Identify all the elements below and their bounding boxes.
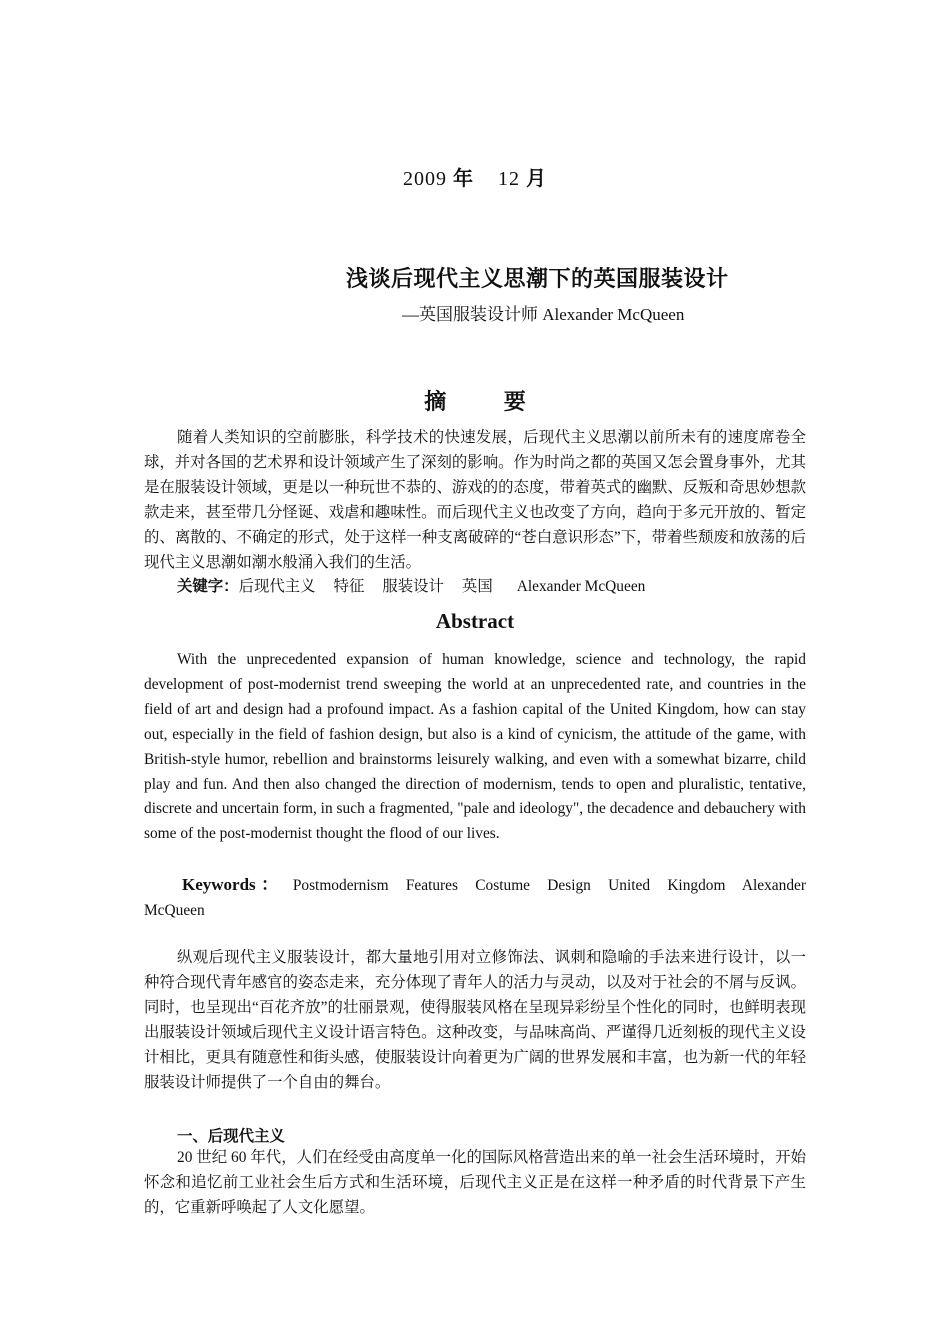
abstract-cn-heading: 摘 要	[424, 389, 552, 414]
keyword-item: 后现代主义	[238, 578, 316, 595]
keyword-item: 服装设计	[382, 578, 444, 595]
section-heading: 一、后现代主义	[177, 1128, 285, 1145]
keyword-item: Alexander McQueen	[516, 578, 646, 595]
section-body: 20 世纪 60 年代，人们在经受由高度单一化的国际风格营造出来的单一社会生活环境时，开始怀念和追忆前工业社会生后方式和生活环境，后现代主义正是在这样一种矛盾的时代背景下产生的，它重新呼唤起了人文化愿望。	[144, 1149, 806, 1216]
keywords-cn-label: 关键字：	[177, 578, 239, 595]
month: 12	[498, 168, 520, 190]
abstract-cn-body: 随着人类知识的空前膨胀，科学技术的快速发展，后现代主义思潮以前所未有的速度席卷全球，并对各国的艺术界和设计领域产生了深刻的影响。作为时尚之都的英国又怎会置身事外，尤其是在服装设计领域，更是以一种玩世不恭的、游戏的的态度，带着英式的幽默、反叛和奇思妙想款款走来，甚至带几分怪诞、戏虐和趣味性。而后现代主义也改变了方向，趋向于多元开放的、暂定的、离散的、不确定的形式，处于这样一种支离破碎的“苍白意识形态”下，带着些颓废和放荡的后现代主义思潮如潮水般涌入我们的生活。	[144, 429, 806, 571]
year-unit: 年	[453, 168, 474, 190]
keywords-en	[144, 873, 806, 924]
intro-paragraph: 纵观后现代主义服装设计，都大量地引用对立修饰法、讽刺和隐喻的手法来进行设计，以一种符合现代青年感官的姿态走来，充分体现了青年人的活力与灵动，以及对于社会的不屑与反讽。同时，也呈现出“百花齐放”的壮丽景观，使得服装风格在呈现异彩纷呈个性化的同时，也鲜明表现出服装设计领域后现代主义设计语言特色。这种改变，与品味高尚、严谨得几近刻板的现代主义设计相比，更具有随意性和街头感，使服装设计向着更为广阔的世界发展和丰富，也为新一代的年轻服装设计师提供了一个自由的舞台。	[144, 949, 806, 1091]
abstract-en-body: With the unprecedented expansion of human knowledge, science and technology, the rapid development of post-modernist trend sweeping the world at an unprecedented rate, and countries in the field of art and design had a profound impact. As a fashion capital of the United Kingdom, how can stay out, especially in the field of fashion design, but also is a kind of cynicism, the attitude of the game, with British-style humor, rebellion and brainstorms leisurely walking, and even with a somewhat bizarre, child play and fun. And then also changed the direction of modernism, tends to open and pluralistic, tentative, discrete and uncertain form, in such a fragmented, "pale and ideology", the decadence and debauchery with some of the post-modernist thought the flood of our lives.	[144, 651, 806, 843]
keyword-item: 英国	[461, 578, 493, 595]
keywords-en-label: Keywords：	[182, 875, 284, 894]
paper-subtitle: —英国服装设计师 Alexander McQueen	[402, 305, 685, 324]
date-line	[0, 162, 950, 191]
month-unit: 月	[526, 168, 547, 190]
year: 2009	[403, 168, 447, 190]
keywords-cn	[144, 575, 645, 600]
keyword-item: 特征	[333, 578, 365, 595]
paper-title: 浅谈后现代主义思潮下的英国服装设计	[346, 266, 729, 291]
abstract-en-heading: Abstract	[435, 609, 515, 633]
keywords-en-text: Postmodernism Features Costume Design United Kingdom Alexander McQueen	[144, 877, 806, 919]
